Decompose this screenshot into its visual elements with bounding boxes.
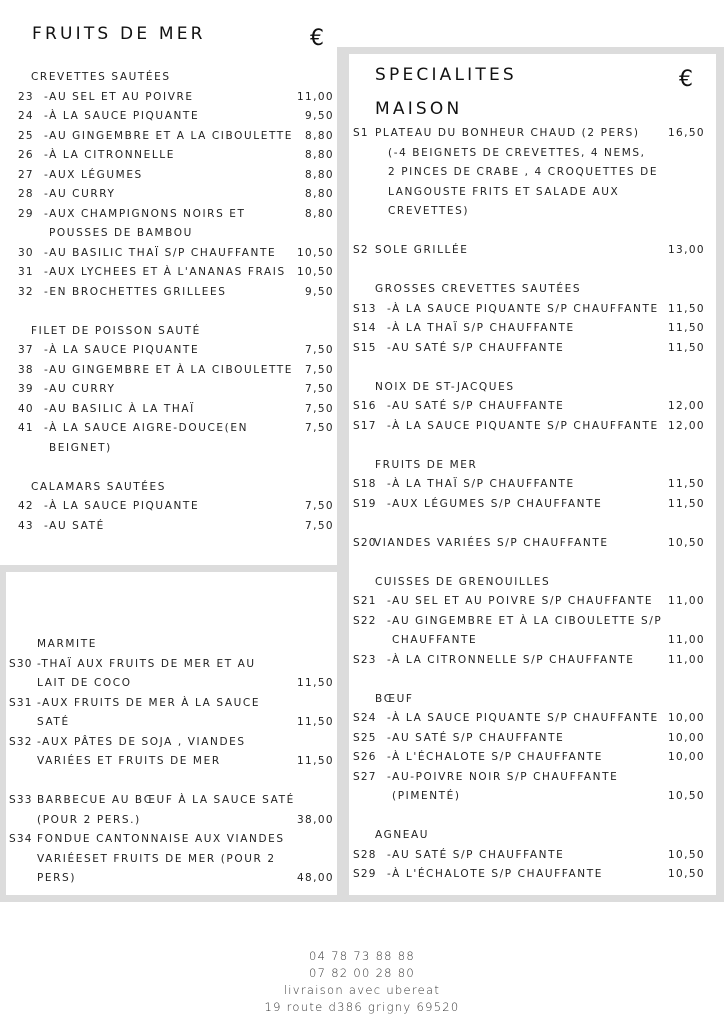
category-heading: BŒUF	[375, 692, 414, 705]
item-name: BARBECUE AU BŒUF À LA SAUCE SATÉ	[37, 794, 295, 806]
specialites-title-line1: SPECIALITES	[375, 65, 517, 85]
item-number: 26	[18, 149, 34, 161]
item-name: -À LA CITRONNELLE S/P CHAUFFANTE	[387, 653, 635, 666]
item-price: 38,00	[296, 813, 334, 826]
item-name: -AU SATÉ S/P CHAUFFANTE	[387, 400, 565, 412]
item-number: 27	[18, 168, 34, 181]
item-name: (-4 BEIGNETS DE CREVETTES, 4 NEMS,	[388, 146, 646, 159]
item-name: -AU BASILIC THAÏ S/P CHAUFFANTE	[44, 246, 277, 259]
item-number: S18	[353, 478, 377, 490]
item-price: 10,50	[667, 536, 705, 549]
item-name: -AUX FRUITS DE MER À LA SAUCE	[37, 696, 261, 709]
item-name: -AU-POIVRE NOIR S/P CHAUFFANTE	[387, 770, 619, 783]
category-heading: CALAMARS SAUTÉES	[31, 480, 167, 493]
fruits-de-mer-title: FRUITS DE MER	[32, 24, 206, 44]
item-price: 10,50	[296, 246, 334, 259]
item-number: 25	[18, 129, 34, 142]
item-name: -AUX LÉGUMES	[44, 168, 143, 181]
item-number: S34	[9, 833, 33, 845]
euro-icon: €	[310, 26, 324, 51]
item-name: 2 PINCES DE CRABE , 4 CROQUETTES DE	[388, 166, 659, 178]
item-name: -EN BROCHETTES GRILLEES	[44, 285, 227, 298]
item-price: 11,00	[667, 634, 705, 646]
phone-number-1: 04 78 73 88 88	[309, 949, 415, 963]
item-name: -AU SATÉ S/P CHAUFFANTE	[387, 341, 565, 354]
item-name: -À LA THAÏ S/P CHAUFFANTE	[387, 478, 575, 490]
item-name: -AUX CHAMPIGNONS NOIRS ET	[44, 207, 246, 220]
item-name: -AUX PÂTES DE SOJA , VIANDES	[37, 735, 246, 748]
item-name: -AU SATÉ S/P CHAUFFANTE	[387, 731, 565, 744]
item-name: -AU GINGEMBRE ET À LA CIBOULETTE	[44, 363, 294, 376]
item-price: 10,50	[667, 790, 705, 802]
item-price: 13,00	[667, 244, 705, 256]
item-price: 11,50	[296, 677, 334, 689]
euro-icon: €	[679, 67, 693, 92]
item-price: 7,50	[305, 422, 334, 434]
item-name: -À LA SAUCE PIQUANTE S/P CHAUFFANTE	[387, 712, 659, 724]
item-number: S25	[353, 731, 377, 744]
item-price: 11,00	[296, 90, 334, 103]
item-number: S22	[353, 614, 377, 627]
item-name: -AU CURRY	[44, 188, 116, 200]
address: 19 route d386 grigny 69520	[264, 1000, 460, 1014]
category-heading: CUISSES DE GRENOUILLES	[375, 575, 551, 588]
item-name: -À LA SAUCE AIGRE-DOUCE(EN	[44, 422, 249, 434]
item-name: LANGOUSTE FRITS ET SALADE AUX	[388, 185, 620, 198]
item-number: 30	[18, 246, 34, 259]
item-name: LAIT DE COCO	[37, 677, 132, 689]
item-price: 11,00	[667, 595, 705, 607]
item-number: S30	[9, 657, 33, 670]
item-number: S13	[353, 302, 377, 315]
item-name: VARIÉES ET FRUITS DE MER	[37, 755, 221, 767]
item-name: (PIMENTÉ)	[392, 790, 461, 802]
item-number: S32	[9, 735, 33, 748]
item-name: POUSSES DE BAMBOU	[49, 227, 193, 239]
item-number: S16	[353, 400, 377, 412]
right-panel	[349, 54, 716, 895]
item-number: S33	[9, 794, 33, 806]
item-price: 11,50	[667, 341, 705, 354]
item-price: 7,50	[305, 500, 334, 512]
phone-number-2: 07 82 00 28 80	[309, 966, 415, 980]
item-price: 11,50	[296, 716, 334, 728]
item-price: 8,80	[305, 188, 334, 200]
item-name: -AU SEL ET AU POIVRE S/P CHAUFFANTE	[387, 595, 654, 607]
item-number: 29	[18, 207, 34, 220]
item-number: S31	[9, 696, 33, 709]
item-price: 16,50	[667, 127, 705, 139]
item-name: -AU SEL ET AU POIVRE	[44, 90, 194, 103]
item-number: 37	[18, 344, 34, 356]
item-name: -À L'ÉCHALOTE S/P CHAUFFANTE	[387, 868, 603, 880]
item-price: 11,50	[667, 497, 705, 510]
item-name: -À L'ÉCHALOTE S/P CHAUFFANTE	[387, 751, 603, 763]
item-price: 7,50	[305, 402, 334, 415]
item-price: 10,00	[667, 751, 705, 763]
item-number: S2	[353, 244, 369, 256]
item-name: VIANDES VARIÉES S/P CHAUFFANTE	[374, 536, 609, 549]
item-name: -À LA SAUCE PIQUANTE S/P CHAUFFANTE	[387, 419, 659, 432]
item-number: 32	[18, 285, 34, 298]
item-number: 42	[18, 500, 34, 512]
item-name: FONDUE CANTONNAISE AUX VIANDES	[37, 833, 285, 845]
item-number: 38	[18, 363, 34, 376]
item-price: 11,50	[667, 478, 705, 490]
item-name: VARIÉESET FRUITS DE MER (POUR 2	[37, 852, 276, 865]
item-price: 8,80	[305, 129, 334, 142]
item-name: -À LA THAÏ S/P CHAUFFANTE	[387, 322, 575, 334]
item-number: 24	[18, 110, 34, 122]
category-heading: MARMITE	[37, 638, 97, 650]
item-name: -À LA CITRONNELLE	[44, 149, 175, 161]
item-price: 12,00	[667, 419, 705, 432]
item-number: 23	[18, 90, 34, 103]
item-price: 10,00	[667, 731, 705, 744]
item-number: S26	[353, 751, 377, 763]
item-name: CHAUFFANTE	[392, 634, 478, 646]
item-number: S1	[353, 127, 369, 139]
item-name: -AU GINGEMBRE ET À LA CIBOULETTE S/P	[387, 614, 663, 627]
item-price: 7,50	[305, 344, 334, 356]
item-number: 31	[18, 266, 34, 278]
item-number: S21	[353, 595, 377, 607]
item-name: -AUX LYCHEES ET À L'ANANAS FRAIS	[44, 266, 286, 278]
category-heading: NOIX DE ST-JACQUES	[375, 380, 515, 393]
item-number: S19	[353, 497, 377, 510]
item-number: 28	[18, 188, 34, 200]
item-name: -À LA SAUCE PIQUANTE	[44, 110, 200, 122]
item-price: 10,00	[667, 712, 705, 724]
item-price: 8,80	[305, 168, 334, 181]
item-name: PERS)	[37, 872, 77, 884]
item-number: S28	[353, 848, 377, 861]
item-price: 8,80	[305, 207, 334, 220]
item-name: -À LA SAUCE PIQUANTE	[44, 344, 200, 356]
item-number: S15	[353, 341, 377, 354]
item-number: S20	[353, 536, 377, 549]
item-name: -AU CURRY	[44, 383, 116, 395]
category-heading: GROSSES CREVETTES SAUTÉES	[375, 283, 582, 295]
item-name: -À LA SAUCE PIQUANTE	[44, 500, 200, 512]
item-name: SATÉ	[37, 716, 70, 728]
item-number: 39	[18, 383, 34, 395]
item-number: 41	[18, 422, 34, 434]
item-price: 11,50	[296, 755, 334, 767]
item-price: 12,00	[667, 400, 705, 412]
item-number: S27	[353, 770, 377, 783]
delivery-info: livraison avec ubereat	[283, 983, 441, 997]
item-name: -AUX LÉGUMES S/P CHAUFFANTE	[387, 497, 603, 510]
item-price: 7,50	[305, 363, 334, 376]
item-price: 7,50	[305, 383, 334, 395]
item-number: S23	[353, 653, 377, 666]
item-number: S29	[353, 868, 377, 880]
item-number: 40	[18, 402, 34, 415]
item-name: CREVETTES)	[388, 205, 470, 217]
item-name: SOLE GRILLÉE	[375, 244, 469, 256]
item-price: 11,00	[667, 653, 705, 666]
item-name: -AU BASILIC À LA THAÏ	[44, 402, 195, 415]
item-price: 48,00	[296, 872, 334, 884]
item-price: 11,50	[667, 322, 705, 334]
item-number: S17	[353, 419, 377, 432]
item-price: 10,50	[667, 868, 705, 880]
item-price: 9,50	[305, 110, 334, 122]
item-name: BEIGNET)	[49, 441, 112, 454]
item-price: 7,50	[305, 519, 334, 532]
category-heading: FILET DE POISSON SAUTÉ	[31, 324, 201, 337]
item-price: 8,80	[305, 149, 334, 161]
category-heading: FRUITS DE MER	[375, 458, 478, 471]
item-price: 9,50	[305, 285, 334, 298]
item-price: 11,50	[667, 302, 705, 315]
left-bottom-panel	[6, 572, 337, 895]
item-name: -AU SATÉ S/P CHAUFFANTE	[387, 848, 565, 861]
item-price: 10,50	[296, 266, 334, 278]
item-number: S14	[353, 322, 377, 334]
category-heading: CREVETTES SAUTÉES	[31, 71, 171, 83]
specialites-title-line2: MAISON	[375, 99, 463, 119]
item-name: -THAÏ AUX FRUITS DE MER ET AU	[37, 657, 256, 670]
item-name: -AU SATÉ	[44, 519, 105, 532]
item-price: 10,50	[667, 848, 705, 861]
item-number: 43	[18, 519, 34, 532]
category-heading: AGNEAU	[375, 829, 430, 841]
item-name: -À LA SAUCE PIQUANTE S/P CHAUFFANTE	[387, 302, 659, 315]
item-name: (POUR 2 PERS.)	[37, 813, 141, 826]
item-name: -AU GINGEMBRE ET A LA CIBOULETTE	[44, 129, 294, 142]
item-number: S24	[353, 712, 377, 724]
item-name: PLATEAU DU BONHEUR CHAUD (2 PERS)	[375, 127, 640, 139]
